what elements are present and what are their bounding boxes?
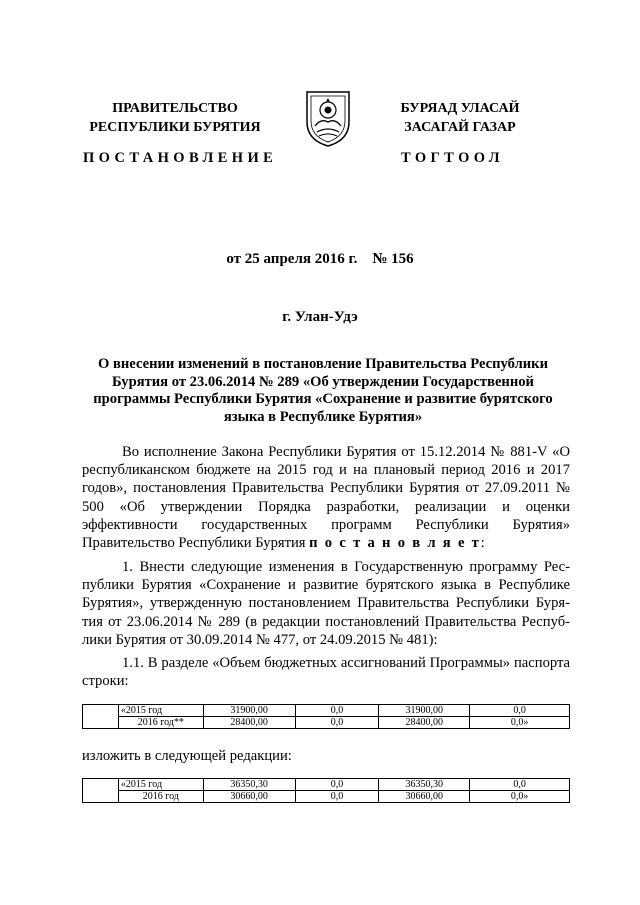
table-row xyxy=(83,791,570,803)
doc-type-right: ТОГТООЛ xyxy=(401,150,504,166)
document-date-number: от 25 апреля 2016 г. № 156 xyxy=(226,251,414,267)
header-right-line2: ЗАСАГАЙ ГАЗАР xyxy=(404,120,516,135)
table-empty-cell xyxy=(83,705,119,729)
table-row xyxy=(83,779,570,791)
table-cell: 36350,30 xyxy=(203,779,295,791)
header-left-line2: РЕСПУБЛИКИ БУРЯТИЯ xyxy=(89,120,261,135)
table-cell: 0,0 xyxy=(470,779,570,791)
table-row xyxy=(83,705,570,717)
doc-type-left: ПОСТАНОВЛЕНИЕ xyxy=(83,150,278,166)
table-cell: 0,0 xyxy=(295,779,379,791)
budget-table-new xyxy=(82,778,570,803)
header-right-line1: БУРЯАД УЛАСАЙ xyxy=(400,101,520,116)
paragraph-preamble xyxy=(82,443,570,552)
header-left-line1: ПРАВИТЕЛЬСТВО xyxy=(112,101,238,116)
table-cell-year: «2015 год xyxy=(118,779,203,791)
table-cell-year: «2015 год xyxy=(118,705,203,717)
budget-table-old xyxy=(82,704,570,729)
preamble-text: Во исполнение Закона Республики Бурятия от 15.12.2014 № 881-V «О республиканском бюджете на 2015 год и на плановый период 2016 и 2017 годов», постановления Правительства Республики Бурятия от 27.09.2011 № 500 «Об утверждении Порядка разработки, реализации и оценки эффективности государственных программ Республики Бурятия» Правительство Республики Бурятия xyxy=(82,444,570,552)
document-city: г. Улан-Удэ xyxy=(282,309,358,325)
table-cell: 30660,00 xyxy=(203,791,295,803)
table-cell: 28400,00 xyxy=(379,717,470,729)
table-cell: 31900,00 xyxy=(379,705,470,717)
paragraph-item-1: 1. Внести следующие изменения в Государственную программу Республики Бурятия «Сохранение и развитие бурятского языка в Республике Бурятия», утвержденную постановлением Правительства Республики Бурятия от 23.06.2014 № 289 (в редакции постановлений Правительства Республики Бурятия от 30.09.2014 № 477, от 24.09.2015 № 481): xyxy=(82,559,570,648)
header-left xyxy=(82,99,268,137)
table-cell: 0,0» xyxy=(470,717,570,729)
table-cell: 31900,00 xyxy=(203,705,295,717)
table-cell: 28400,00 xyxy=(203,717,295,729)
table-cell-year: 2016 год** xyxy=(118,717,203,729)
preamble-resolves: п о с т а н о в л я е т xyxy=(309,535,481,552)
paragraph-item-1-1: 1.1. В разделе «Объем бюджетных ассигнований Программы» паспорта строки: xyxy=(82,655,570,690)
table-cell: 36350,30 xyxy=(379,779,470,791)
paragraph-new-edition: изложить в следующей редакции: xyxy=(82,748,292,764)
buryatia-coat-of-arms-icon xyxy=(301,86,355,148)
preamble-colon: : xyxy=(480,535,485,552)
document-title: О внесении изменений в постановление Правительства Республики Бурятия от 23.06.2014 № 289 «Об утверждении Государственной программы Республики Бурятия «Сохранение и развитие бурятского языка в Республике Бурятия» xyxy=(93,356,553,425)
table-cell: 0,0 xyxy=(295,705,379,717)
table-row xyxy=(83,717,570,729)
table-empty-cell xyxy=(83,779,119,803)
table-cell: 0,0» xyxy=(470,791,570,803)
table-cell: 0,0 xyxy=(295,717,379,729)
table-cell: 0,0 xyxy=(295,791,379,803)
table-cell: 0,0 xyxy=(470,705,570,717)
header-right xyxy=(366,99,554,137)
table-cell: 30660,00 xyxy=(379,791,470,803)
table-cell-year: 2016 год xyxy=(118,791,203,803)
